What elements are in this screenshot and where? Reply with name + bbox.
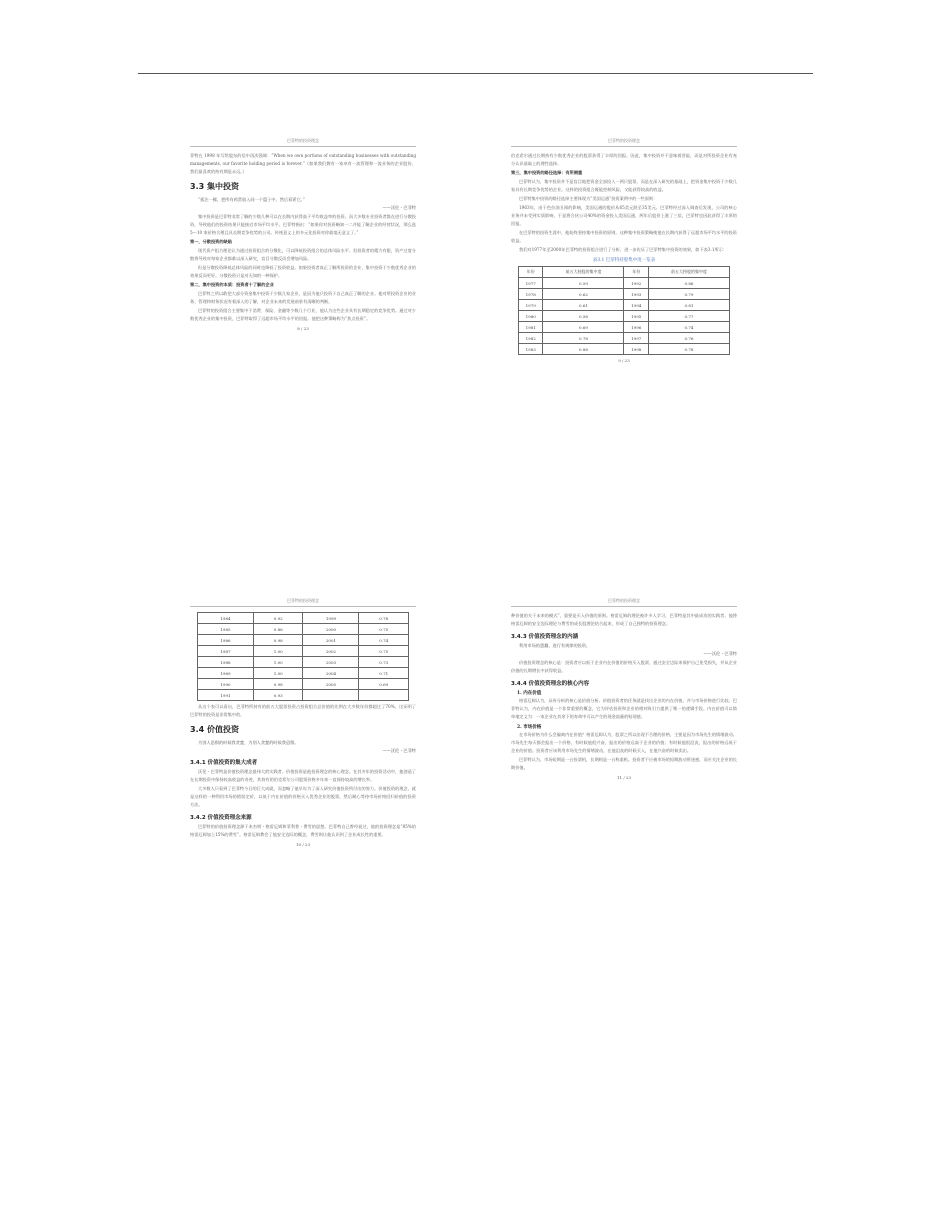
subheading: 第一，分散投资的缺陷 (190, 239, 232, 244)
table-cell: 0.76 (648, 333, 729, 344)
concentration-table-continued (197, 612, 409, 701)
subheading: 第二，集中投资的本质：投资者十了解的企业 (190, 282, 274, 287)
page-header: 巴菲特的投资理念 (190, 138, 416, 147)
document-page-10 (190, 598, 416, 847)
table-row (198, 657, 409, 668)
list-heading: 2. 市场价格 (517, 725, 542, 730)
body-paragraph: 巴菲特之所以敢把大部分资金集中投资于少数几家企业，是因为他只投资于自己真正了解的企业。他对所投资企业的业务、管理和财务状况有着深入的了解，对企业未来的发展前景有清晰的判断。 (190, 291, 416, 304)
table-cell: 1982 (519, 333, 543, 344)
subsection-title: 3.4.2 价值投资理念来源 (190, 815, 252, 821)
body-paragraph: 巴菲特集中投资的路径选择主要体现为“美国运通”投资案例中的一些原则： (519, 196, 658, 201)
table-cell: 1984 (198, 613, 254, 624)
table-cell: 0.75 (359, 624, 409, 635)
body-paragraph: 现代资产组合理论认为通过投资组合的分散化，可以降低投资组合的总体风险水平。但投资者的精力有限，资产过度分散将导致对每家企业都难以深入研究，盲目分散反而会增加风险。 (190, 248, 416, 261)
table-cell: 1994 (624, 300, 648, 311)
body-paragraph: 集中投资是巴菲特非常了解的少数几种可以在长期内获得高于平均收益率的投资。而大多数专业投资者都在进行分散投资，导致他们的投资结果只能接近市场平均水平。巴菲特指出：“如果你对投资略知一二并能了解企业的经营状况，那么选 5～10 家价格合理且具长期竞争优势的公司。传统意义上的多元化投资对你就毫无意义了。” (190, 214, 416, 235)
document-page-8 (190, 138, 416, 331)
intro-paragraph: 菲特在 1998 年写给股东的信中再次强调：“When we own portions of outstanding businesses with outstanding managements, our favorite holding period is forever.”（如果我们拥有一家卓有一流管理和一流业务的企业股份，我们最喜欢的持有期是永远。） (190, 153, 416, 174)
table-body (519, 278, 730, 355)
table-cell: 1993 (624, 289, 648, 300)
section-title: 3.3 集中投资 (190, 182, 239, 191)
table-cell: 1992 (624, 278, 648, 289)
document-page-9 (511, 138, 737, 363)
table-cell: 0.93 (253, 690, 303, 701)
page-header: 巴菲特的投资理念 (511, 598, 737, 607)
table-cell: 0.74 (359, 635, 409, 646)
body-paragraph: 种价值的关于未来的模式”，重要是买入价值的原则。格雷厄姆的理论被许多人学习，巴菲特是其中最成功的实践者。他将格雷厄姆的安全边际理论与费雪的成长股理论结合起来，形成了自己独特的投资理念。 (511, 613, 737, 626)
table-header-cell: 前五大持股的集中度 (543, 267, 624, 278)
concentration-table (518, 266, 730, 355)
body-paragraph: 大多数人只看到了巴菲特今日的巨大成就，而忽略了他早年为了深入研究价值投资所付出的努力。价值投资的理念，就是这样的一种利用市场的错误定价，以低于内在价值的价格买入优秀企业的股票，然后耐心等待市场价格回归价值的投资方法。 (190, 786, 416, 807)
table-cell: 0.62 (543, 289, 624, 300)
table-cell: 0.92 (253, 613, 303, 624)
table-cell: 1989 (198, 668, 254, 679)
body-paragraph: 在市场价格为什么会偏离内在价值？格雷厄姆认为，股票之所以出现不合理的价格，主要是因为市场先生的情绪波动。市场先生每天都会报出一个价格，有时候他很兴奋，报出的价格远高于企业的价值；有时候他很沮丧，报出的价格远低于企业的价值。投资者应该利用市场先生的情绪波动，在他沮丧的时候买入，在他兴奋的时候卖出。 (511, 732, 737, 753)
page-number: 10 / 23 (295, 842, 311, 847)
body-paragraph: 价值投资理念的核心是：投资者应以低于企业内在价值的价格买入股票，通过安全边际来保护自己免受损失，并从企业价值的长期增长中获得收益。 (511, 660, 737, 673)
table-row (198, 613, 409, 624)
table-cell: 0.98 (253, 635, 303, 646)
body-paragraph: 巴菲特认为，集中投资并不是盲目地把资金全部投入一两只股票，而是在深入研究的基础上，把资金集中投资于少数几家具有长期竞争优势的企业。这样的投资组合既能控制风险，又能获得较高的收益。 (511, 179, 737, 192)
body-paragraph: 格雷厄姆认为，证券分析的核心是价值分析。价值投资者的任务就是找出企业的内在价值，并与市场价格进行比较。巴菲特认为，内在价值是一个非常重要的概念，它为评估投资和企业的相对吸引力提供了唯一的逻辑手段。内在价值可以简单地定义为：一家企业在其余下的寿命中可以产生的现金流量的贴现值。 (511, 698, 737, 719)
table-header-row (519, 267, 730, 278)
table-row (198, 679, 409, 690)
table-caption: 表3.1 巴菲特持股集中度一览表 (592, 258, 656, 263)
table-body (198, 613, 409, 701)
table-cell: 0.77 (648, 311, 729, 322)
table-cell: 0.59 (543, 278, 624, 289)
table-cell: 0.78 (648, 344, 729, 355)
table-cell: 1977 (519, 278, 543, 289)
table-row (519, 289, 730, 300)
table-cell (303, 690, 359, 701)
subheading: 第三，集中投资的路径选择：有所侧重 (511, 170, 583, 175)
table-cell: 1999 (303, 613, 359, 624)
table-cell: 2003 (303, 657, 359, 668)
table-cell: 1.00 (253, 646, 303, 657)
page-number: 11 / 23 (616, 775, 632, 780)
table-cell: 1.00 (253, 668, 303, 679)
subsection-title: 3.4.3 价值投资理念的内涵 (511, 634, 579, 640)
quote-attribution: ——沃伦・巴菲特 (703, 651, 737, 656)
table-header-cell: 前五大持股的集中度 (648, 267, 729, 278)
table-cell: 1978 (519, 289, 543, 300)
table-cell: 0.74 (648, 322, 729, 333)
body-paragraph: 巴菲特的价值投资理念源于本杰明・格雷厄姆和菲利普・费雪的思想。巴菲特自己曾经说过，他的投资理念是“85%的格雷厄姆加上15%的费雪”。格雷厄姆教会了他安全边际的概念，费雪则让他认识到了企业成长性的重要。 (190, 824, 416, 837)
table-row (198, 635, 409, 646)
table-cell: 0.86 (253, 624, 303, 635)
table-row (519, 300, 730, 311)
table-row (198, 690, 409, 701)
table-cell (359, 690, 409, 701)
epigraph-quote: 利用市场的愚蠢，进行有规律的投资。 (519, 643, 591, 648)
quote-attribution: ——沃伦・巴菲特 (382, 748, 416, 753)
table-header-cell: 年份 (519, 267, 543, 278)
table-cell: 2005 (303, 679, 359, 690)
table-cell: 0.81 (648, 300, 729, 311)
table-cell: 0.71 (359, 668, 409, 679)
table-row (198, 668, 409, 679)
body-paragraph: 在巴菲特的投资生涯中，他始终坚持集中投资的原则。这种集中投资策略使他在长期内获得了远超市场平均水平的投资收益。 (511, 230, 737, 243)
table-cell: 0.86 (648, 278, 729, 289)
subsection-title: 3.4.1 价值投资的集大成者 (190, 760, 258, 766)
table-cell: 2004 (303, 668, 359, 679)
table-cell: 1.00 (253, 657, 303, 668)
table-cell: 0.78 (543, 333, 624, 344)
table-cell: 1991 (198, 690, 254, 701)
page-header: 巴菲特的投资理念 (511, 138, 737, 147)
table-cell: 1985 (198, 624, 254, 635)
table-row (519, 278, 730, 289)
table-cell: 1986 (198, 635, 254, 646)
table-row (519, 322, 730, 333)
subsection-title: 3.4.4 价值投资理念的核心内容 (511, 681, 590, 687)
body-paragraph: 1963年，由于色拉油丑闻的影响，美国运通的股价从65美元跌至35美元。巴菲特经过深入调查后发现，公司的核心业务并未受到实质影响，于是将合伙公司40%的资金投入美国运通，两年后股价上涨了三倍，巴菲特也因此获得了丰厚的回报。 (511, 205, 737, 226)
body-paragraph: 巴菲特的投资组合主要集中于消费、保险、金融等少数几个行业，他认为这些企业具有长期稳定的竞争优势。通过对少数优秀企业的集中投资，巴菲特取得了远超市场平均水平的回报。他把这种策略称为“焦点投资”。 (190, 308, 416, 321)
table-cell: 1981 (519, 322, 543, 333)
table-cell: 0.69 (359, 679, 409, 690)
document-page-11 (511, 598, 737, 780)
table-row (198, 646, 409, 657)
table-cell: 1979 (519, 300, 543, 311)
table-cell: 2001 (303, 635, 359, 646)
body-paragraph: 沃伦・巴菲特是价值投资理念最伟大的实践者。价值投资是他投资理念的核心理念。在其多年的投资活动中，他创造了在长期投资中保持较高收益的奇迹，其持有的伯克希尔公司股票价格多年来一直保持较高的增长率。 (190, 769, 416, 782)
table-cell: 1990 (198, 679, 254, 690)
table-cell: 0.75 (359, 646, 409, 657)
table-cell: 1980 (519, 311, 543, 322)
epigraph-quote: “孤注一掷，把所有鸡蛋放入同一个篮子中，然后看紧它。” (198, 197, 305, 202)
table-cell: 1997 (624, 333, 648, 344)
section-title: 3.4 价值投资 (190, 725, 239, 734)
table-row (519, 333, 730, 344)
top-divider (138, 73, 813, 74)
table-header-cell: 年份 (624, 267, 648, 278)
page-header: 巴菲特的投资理念 (190, 598, 416, 607)
body-paragraph: 我们对1977年至2000年巴菲特的投资组合进行了分析，进一步佐证了巴菲特集中投资的效果，如下表3.1所示： (519, 247, 728, 252)
table-cell: 1983 (519, 344, 543, 355)
table-cell: 1998 (624, 344, 648, 355)
table-cell: 0.79 (648, 289, 729, 300)
table-cell: 1995 (624, 311, 648, 322)
table-cell: 1996 (624, 322, 648, 333)
table-cell: 2000 (303, 624, 359, 635)
table-row (519, 311, 730, 322)
table-cell: 0.78 (359, 613, 409, 624)
table-cell: 1987 (198, 646, 254, 657)
quote-attribution: ——沃伦・巴菲特 (382, 205, 416, 210)
table-cell: 0.69 (543, 322, 624, 333)
table-cell: 0.61 (543, 300, 624, 311)
table-cell: 0.58 (543, 311, 624, 322)
table-cell: 0.73 (359, 657, 409, 668)
table-row (198, 624, 409, 635)
body-paragraph: 但是分散投资降低总体风险的同时也降低了投资收益。如果投资者真正了解所投资的企业，集中投资于少数优秀企业的效果反而更好。分散投资只是对无知的一种保护。 (190, 265, 416, 278)
page-number: 8 / 23 (297, 326, 309, 331)
page-number: 9 / 23 (618, 358, 630, 363)
body-paragraph: 巴菲特认为，市场短期是一台投票机，长期则是一台称重机。投资者不应被市场的短期波动所迷惑，而应关注企业的长期价值。 (511, 757, 737, 770)
table-cell: 0.98 (253, 679, 303, 690)
body-paragraph: 伯克希尔通过长期持有少数优秀企业的股票获得了丰厚的回报。因此，集中投资并不意味着冒险，而是对所投资企业有充分认识基础上的理性选择。 (511, 153, 737, 166)
table-cell: 1988 (198, 657, 254, 668)
table-row (519, 344, 730, 355)
list-heading: 1. 内在价值 (517, 691, 542, 696)
epigraph-quote: 为别人恐惧的时候我贪婪，为别人贪婪的时候我恐惧。 (198, 740, 299, 745)
table-cell: 2002 (303, 646, 359, 657)
body-paragraph: 从这个表可以看出，巴菲特所持有的前五大股票投资占投资组合总价值的比例在大多数年份都超过了70%，这证明了巴菲特的投资是非常集中的。 (190, 704, 416, 717)
table-cell: 0.88 (543, 344, 624, 355)
